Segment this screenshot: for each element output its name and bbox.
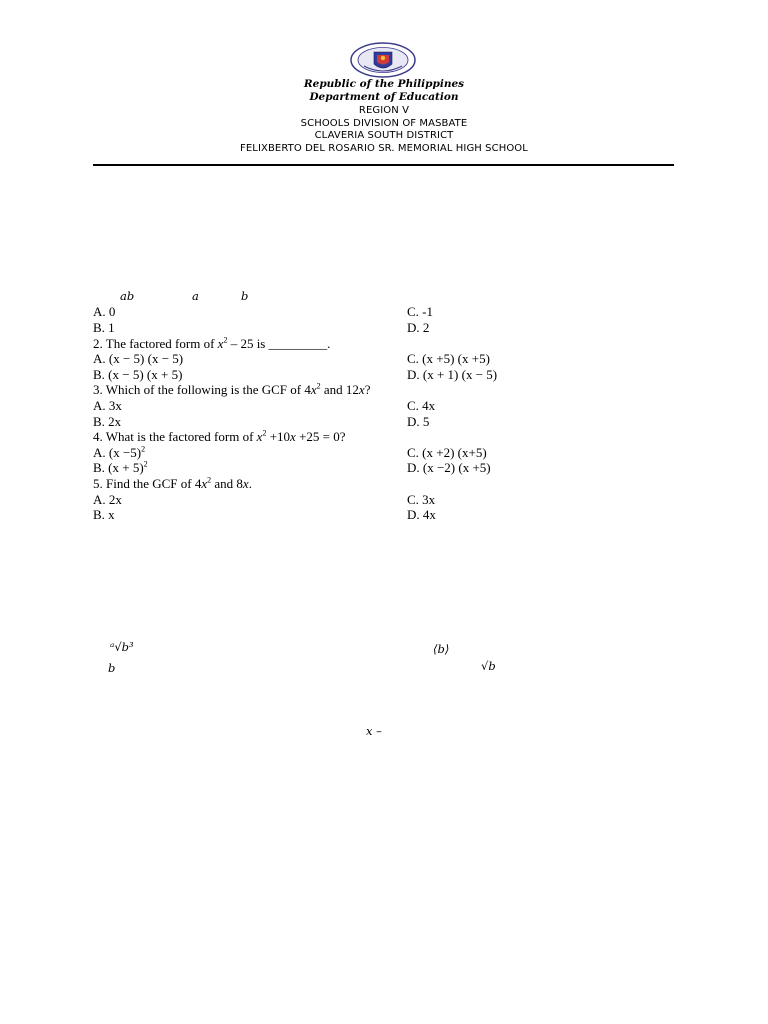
q1-choice-c: C. -1 (407, 304, 433, 319)
q5-choice-c: C. 3x (407, 492, 436, 507)
division-line: SCHOOLS DIVISION OF MASBATE (300, 118, 468, 129)
q1-choice-d: D. 2 (407, 320, 430, 335)
header-divider (93, 164, 674, 166)
q5-text-mid: and 8 (211, 476, 243, 491)
q5-choice-a: A. 2x (93, 492, 122, 507)
q3-choice-c: C. 4x (407, 398, 436, 413)
q2-choice-c: C. (x +5) (x +5) (407, 351, 490, 366)
fragment-b: b (241, 289, 249, 303)
q3-choice-b: B. 2x (93, 414, 122, 429)
q4-choice-c: C. (x +2) (x+5) (407, 445, 487, 460)
republic-line: Republic of the Philippines (303, 78, 465, 90)
q4-text-mid: +10 (266, 429, 291, 444)
q3-text-post: ? (364, 382, 371, 397)
q2-choice-a: A. (x − 5) (x − 5) (93, 351, 184, 366)
deped-seal-logo (350, 42, 416, 78)
q2-choice-d: D. (x + 1) (x − 5) (407, 367, 498, 382)
fragment-a: a (192, 289, 199, 303)
q4-choice-b (93, 460, 148, 475)
q4-text-post: +25 = 0? (295, 429, 346, 444)
question-4 (93, 429, 346, 444)
q2-choice-b: B. (x − 5) (x + 5) (93, 367, 183, 382)
department-line: Department of Education (309, 91, 459, 103)
district-line: CLAVERIA SOUTH DISTRICT (314, 130, 454, 141)
q5-exp: 2 (207, 475, 212, 485)
q5-var1: x (201, 476, 208, 491)
q2-var: x (217, 336, 224, 351)
q3-text-mid: and 12 (320, 382, 359, 397)
q4-choice-b-exp: 2 (143, 459, 148, 469)
q1-choice-b: B. 1 (93, 320, 115, 335)
fragment-root-expression: ᵃ√b³ (110, 640, 134, 654)
q1-choice-a: A. 0 (93, 304, 116, 319)
q5-choice-d: D. 4x (407, 507, 436, 522)
q3-var2: x (358, 382, 365, 397)
fragment-ab: ab (120, 289, 135, 303)
q4-choice-d: D. (x −2) (x +5) (407, 460, 491, 475)
q5-text-post: . (248, 476, 252, 491)
q4-choice-a (93, 445, 145, 460)
q2-text-pre: 2. The factored form of (93, 336, 218, 351)
question-2 (93, 336, 330, 351)
q5-choice-b: B. x (93, 507, 115, 522)
fragment-angle-b: ⟨b⟩ (433, 642, 450, 656)
q5-var2: x (242, 476, 249, 491)
fragment-b-lower: b (108, 661, 116, 675)
q4-choice-a-exp: 2 (141, 444, 146, 454)
question-3 (93, 382, 370, 397)
fragment-sqrt-b: √b (481, 659, 496, 673)
q5-text-pre: 5. Find the GCF of 4 (93, 476, 202, 491)
q3-text-pre: 3. Which of the following is the GCF of 4 (93, 382, 311, 397)
question-5 (93, 476, 252, 491)
region-line: REGION V (358, 105, 410, 116)
q3-choice-d: D. 5 (407, 414, 430, 429)
q4-choice-b-base: B. (x + 5) (93, 460, 144, 475)
q4-choice-a-base: A. (x −5) (93, 445, 142, 460)
q3-choice-a: A. 3x (93, 398, 122, 413)
q2-text-post: – 25 is _________. (227, 336, 331, 351)
q4-text-pre: 4. What is the factored form of (93, 429, 257, 444)
q4-exp: 2 (262, 428, 267, 438)
school-line: FELIXBERTO DEL ROSARIO SR. MEMORIAL HIGH SCHOOL (240, 143, 528, 154)
fragment-x-minus: x – (366, 724, 382, 738)
q3-exp: 2 (316, 381, 321, 391)
q2-exp: 2 (223, 335, 228, 345)
q4-var2: x (290, 429, 296, 444)
q3-var1: x (310, 382, 317, 397)
q4-var1: x (256, 429, 263, 444)
